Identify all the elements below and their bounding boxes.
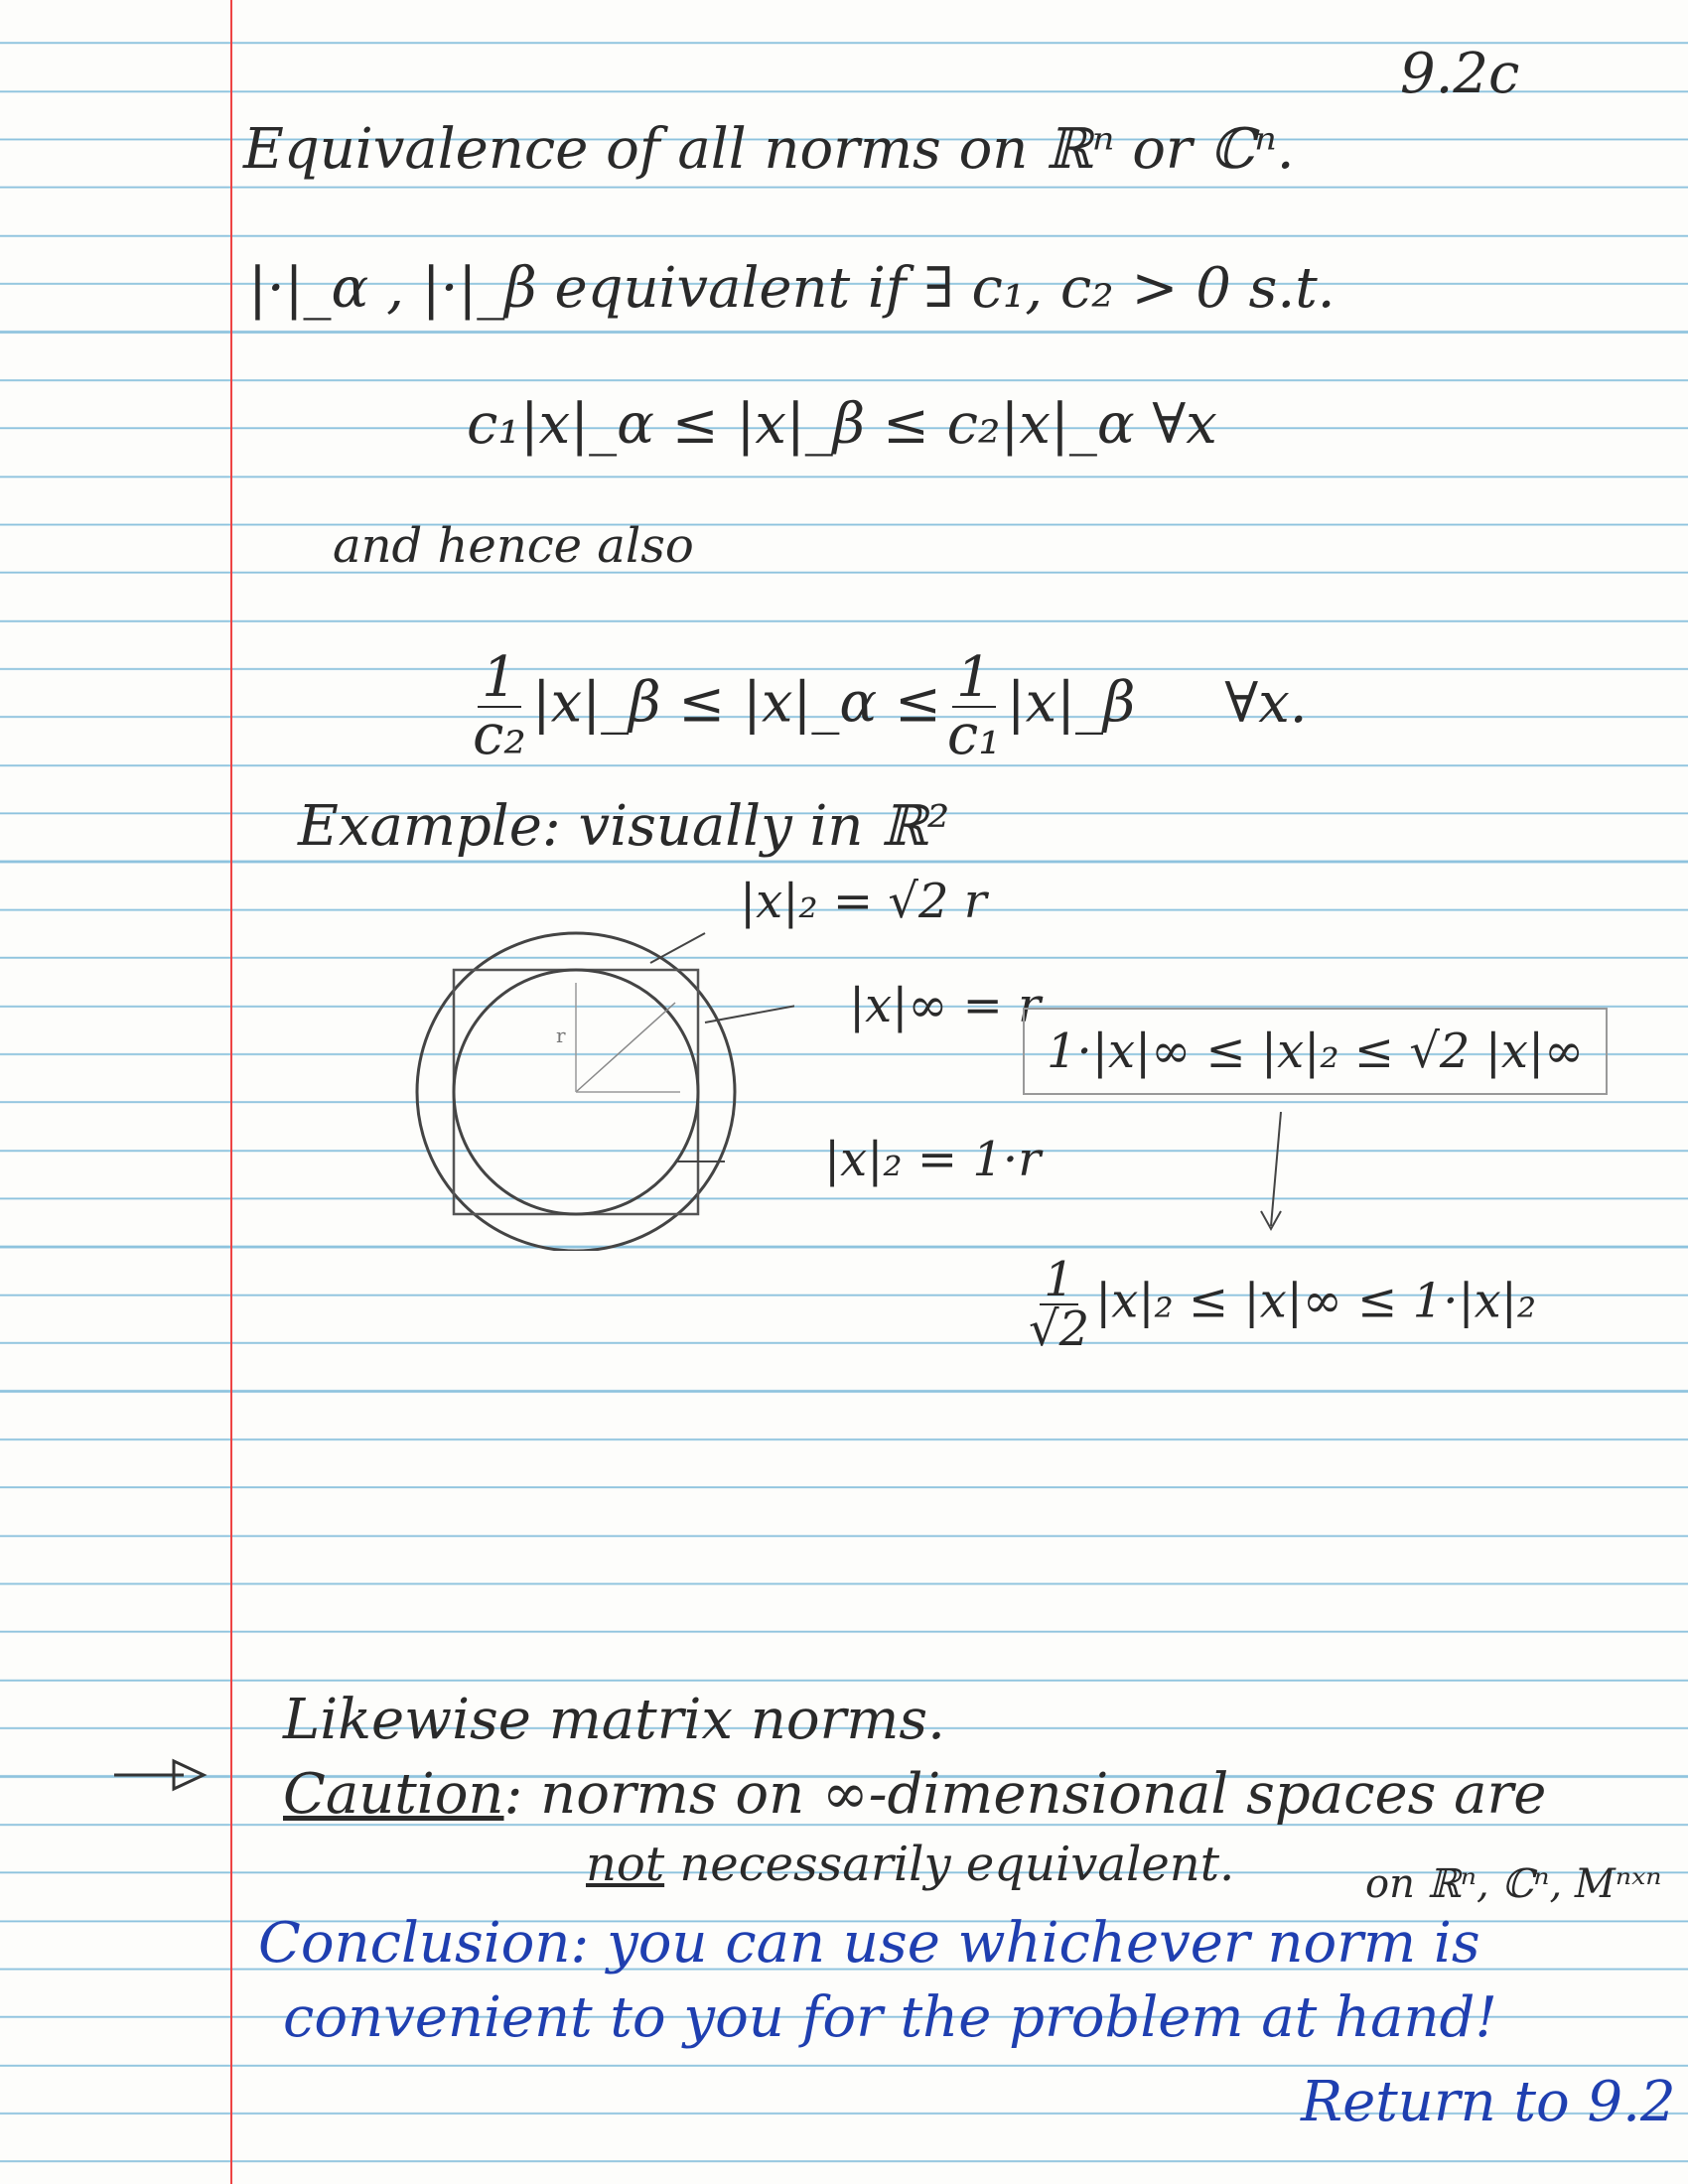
return-link[interactable]: Return to 9.2: [1301, 2070, 1676, 2134]
caution-line-2: not necessarily equivalent.: [586, 1837, 1235, 1892]
conclusion-line-2: convenient to you for the problem at hand!: [283, 1985, 1497, 2050]
conclusion-annotation: on ℝⁿ, ℂⁿ, Mⁿˣⁿ: [1365, 1861, 1662, 1907]
example-heading: Example: visually in ℝ²: [298, 794, 950, 859]
inner-circle-label: |x|₂ = 1·r: [824, 1132, 1042, 1187]
page-title: Equivalence of all norms on ℝⁿ or ℂⁿ.: [243, 117, 1295, 182]
outer-circle-pointer: [650, 933, 705, 963]
likewise-text: Likewise matrix norms.: [283, 1688, 945, 1752]
conclusion-line-1: Conclusion: you can use whichever norm is: [258, 1911, 1480, 1976]
definition-line-2: c₁|x|_α ≤ |x|_β ≤ c₂|x|_α ∀x: [467, 392, 1217, 457]
square-label: |x|∞ = r: [849, 978, 1042, 1033]
hence-also-text: and hence also: [333, 518, 694, 574]
down-arrow-icon: [1241, 1112, 1321, 1241]
fraction-1-over-c2: $\frac{1}{\text{c₂}}$: [473, 645, 526, 767]
caution-label: Caution: [283, 1762, 504, 1827]
page-number: 9.2c: [1400, 42, 1520, 106]
outer-circle-label: |x|₂ = √2 r: [740, 874, 987, 929]
caution-line-1: Caution: norms on ∞-dimensional spaces are: [283, 1762, 1547, 1827]
derived-inequality: $\frac{1}{√2}$ |x|₂ ≤ |x|∞ ≤ 1·|x|₂: [1029, 1252, 1537, 1357]
not-word: not: [586, 1837, 665, 1892]
radius-label: r: [556, 1024, 566, 1047]
diagonal-radius: [576, 1003, 675, 1092]
margin-line: [230, 0, 232, 2184]
boxed-inequality: 1·|x|∞ ≤ |x|₂ ≤ √2 |x|∞: [1023, 1008, 1608, 1095]
inverse-inequality: $\frac{1}{\text{c₂}}$ |x|_β ≤ |x|_α ≤ $\frac{1}{\text{c₁}}$ |x|_β ∀x.: [473, 645, 1308, 767]
arrow-pointer-icon: [114, 1757, 213, 1797]
norm-diagram: [377, 923, 794, 1251]
fraction-1-over-sqrt2: $\frac{1}{√2}$: [1029, 1252, 1090, 1357]
definition-line-1: |·|_α , |·|_β equivalent if ∃ c₁, c₂ > 0 s.t.: [248, 256, 1336, 321]
fraction-1-over-c1: $\frac{1}{\text{c₁}}$: [946, 645, 1001, 767]
